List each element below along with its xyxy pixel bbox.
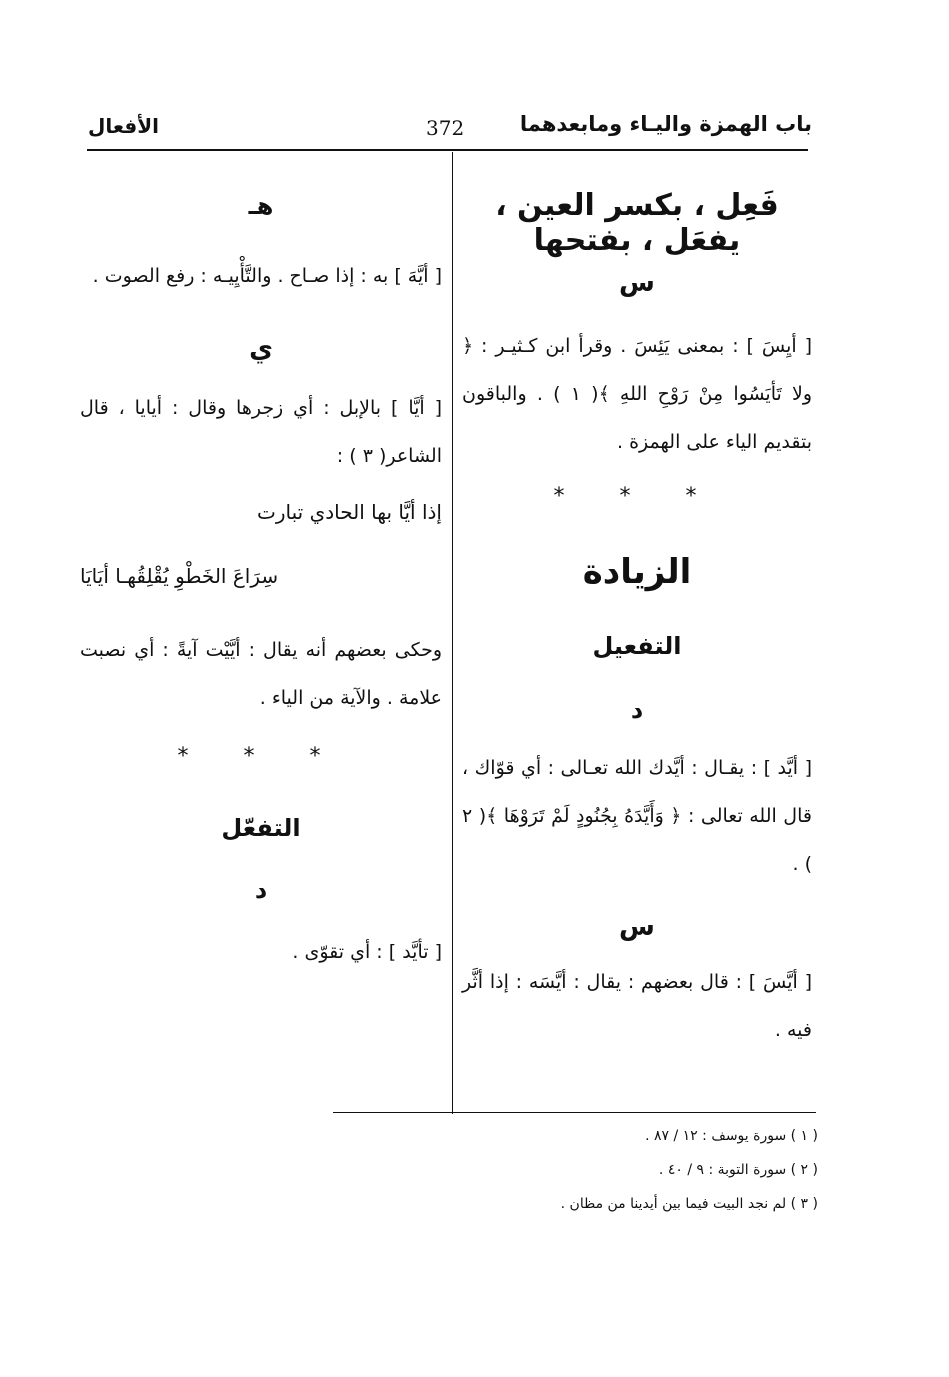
- footnote-2: ( ٢ ) سورة التوبة : ٩ / ٤٠ .: [658, 1162, 818, 1178]
- section-title-fail: فَعِل ، بكسر العين ، يفعَل ، بفتحها: [495, 188, 779, 258]
- letter-heading-sin: س: [619, 268, 655, 298]
- letter-heading-ya: ي: [249, 334, 273, 364]
- letter-heading-dal-2: د: [254, 876, 268, 904]
- subsection-title-tafaul: التفعّل: [221, 814, 301, 842]
- separator-stars: * * *: [553, 484, 721, 509]
- entry-ayyasa: [ أيَّسَ ] : قال بعضهم : يقال : أيَّسَه : إذا أثَّر فيه .: [462, 971, 812, 1041]
- running-head-section: الأفعال: [88, 114, 159, 138]
- header-rule: [87, 149, 808, 151]
- running-head-chapter: باب الهمزة واليـاء ومابعدهما: [519, 112, 812, 136]
- column-divider: [452, 152, 453, 1114]
- footnote-3: ( ٣ ) لم نجد البيت فيما بين أيدينا من مظان .: [560, 1196, 818, 1212]
- verse-line-2: سِرَاعَ الخَطْوِ يُقْلِقُهـا أيَايَا: [80, 564, 279, 588]
- subsection-title-tafil: التفعيل: [592, 632, 682, 660]
- entry-ayyaytu: وحكى بعضهم أنه يقال : أيَّيْت آيةً : أي نصبت علامة . والآية من الياء .: [80, 639, 442, 709]
- left-column: [80, 180, 442, 976]
- page-number: 372: [426, 116, 465, 140]
- entry-ayisa: [ أيِسَ ] : بمعنى يَئِسَ . وقرأ ابن كـثيـر : ﴿ ولا تَأيَسُوا مِنْ رَوْحِ اللهِ ﴾( ١ ) . والباقون بتقديم الياء على الهمزة .: [462, 335, 812, 453]
- right-column: [462, 180, 812, 1054]
- letter-heading-sin-2: س: [619, 912, 655, 942]
- footnote-1: ( ١ ) سورة يوسف : ١٢ / ٨٧ .: [645, 1128, 818, 1144]
- verse-line-1: إذا أيَّا بها الحادي تبارت: [257, 500, 442, 524]
- letter-heading-ha: هـ: [248, 192, 274, 220]
- footnote-rule: [333, 1112, 816, 1113]
- entry-ayyada: [ أيَّد ] : يقـال : أيَّدك الله تعـالى : أي قوّاك ، قال الله تعالى : ﴿ وَأَيَّدَهُ بِجُنُودٍ لَمْ تَرَوْهَا ﴾( ٢ ) .: [462, 757, 812, 875]
- entry-taayyada: [ تأيَّد ] : أي تقوّى .: [292, 941, 442, 963]
- letter-heading-dal: د: [630, 696, 644, 724]
- section-title-ziyada: الزيادة: [582, 552, 692, 592]
- entry-ayyaha: [ أيَّهَ ] به : إذا صـاح . والتَّأْيِيـه : رفع الصوت .: [92, 265, 442, 287]
- separator-stars-2: * * *: [177, 744, 345, 769]
- entry-ayya: [ أيَّا ] بالإبل : أي زجرها وقال : أيايا ، قال الشاعر( ٣ ) :: [80, 397, 442, 467]
